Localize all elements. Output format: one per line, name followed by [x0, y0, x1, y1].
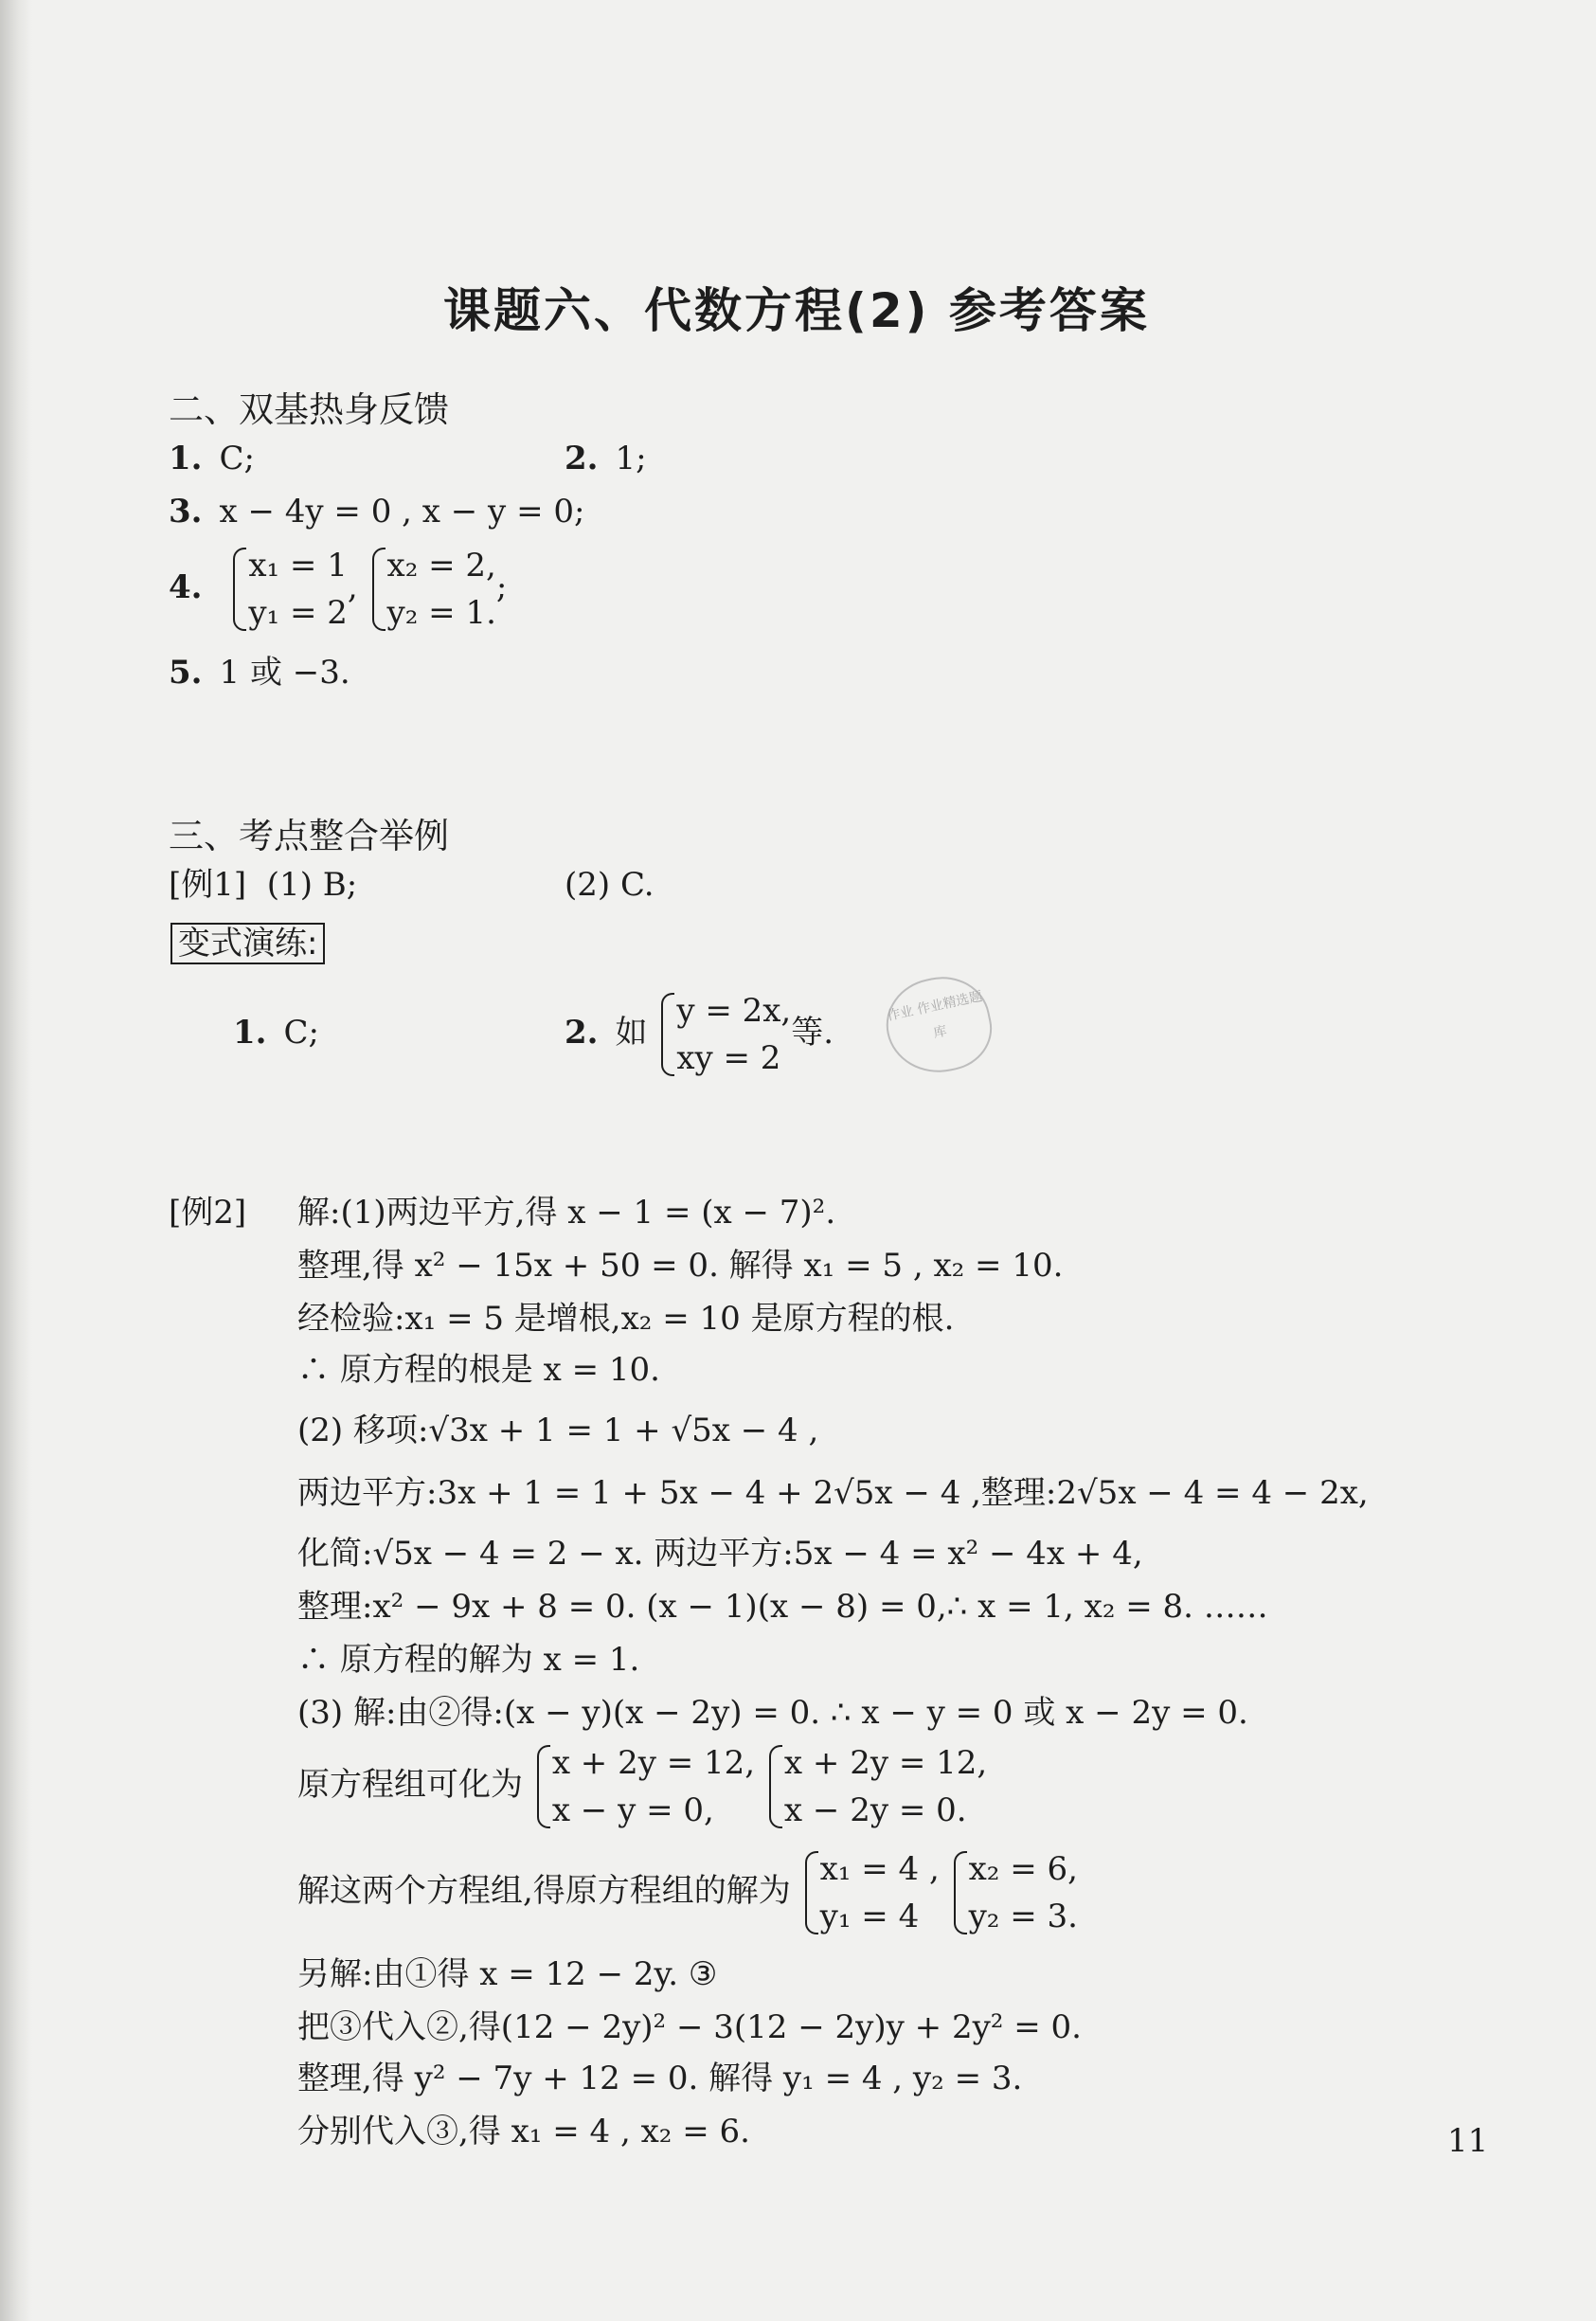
answer-number: 2.	[565, 440, 599, 477]
solution-line: 把③代入②,得(12 − 2y)² − 3(12 − 2y)y + 2y² = 0.	[297, 2008, 1082, 2046]
system-row: x − 2y = 0.	[783, 1791, 967, 1829]
solution-line: 分别代入③,得 x₁ = 4 , x₂ = 6.	[297, 2113, 750, 2150]
solution-line: (3) 解:由②得:(x − y)(x − 2y) = 0. ∴ x − y = 0 或 x − 2y = 0.	[297, 1694, 1248, 1732]
solution-line: (2) 移项:√3x + 1 = 1 + √5x − 4 ,	[297, 1412, 819, 1449]
solution-line: 两边平方:3x + 1 = 1 + 5x − 4 + 2√5x − 4 ,整理:2√5x − 4 = 4 − 2x,	[297, 1474, 1369, 1512]
box-label: 变式演练:	[170, 923, 325, 964]
answer-number: 3.	[169, 493, 203, 531]
solution-line: 经检验:x₁ = 5 是增根,x₂ = 10 是原方程的根.	[297, 1300, 955, 1338]
variant-practice-box	[170, 923, 325, 964]
solution-line: 解:(1)两边平方,得 x − 1 = (x − 7)².	[297, 1194, 836, 1232]
system-row: x₂ = 2,	[386, 547, 496, 585]
system-row: x − y = 0,	[551, 1791, 714, 1829]
example-1	[169, 864, 357, 906]
example-2-label: [例2]	[169, 1194, 247, 1232]
answer-number: 1.	[169, 440, 203, 477]
answer-2	[565, 438, 647, 479]
system-row: x + 2y = 12,	[551, 1744, 756, 1782]
equation-system	[657, 987, 791, 1082]
system-row: y₁ = 4	[819, 1898, 920, 1935]
answer-number: 5.	[169, 654, 203, 692]
answer-number: 4.	[169, 568, 203, 606]
answer-4: 4. x₁ = 1 y₁ = 2 , x₂ = 2, y₂ = 1. ;	[169, 542, 507, 637]
solution-line: 化简:√5x − 4 = 2 − x. 两边平方:5x − 4 = x² − 4x + 4,	[297, 1535, 1143, 1573]
variant-answer-2	[565, 987, 834, 1082]
section-heading-warmup: 二、双基热身反馈	[169, 389, 449, 430]
equation-system	[950, 1845, 1078, 1940]
equation-system	[229, 542, 348, 637]
answer-5	[169, 652, 350, 693]
solution-text: 原方程组可化为	[297, 1766, 523, 1804]
solution-line: 另解:由①得 x = 12 − 2y. ③	[297, 1955, 718, 1993]
answer-1	[169, 438, 255, 479]
page-title: 课题六、代数方程(2) 参考答案	[443, 283, 1150, 338]
page-binding-shadow	[0, 0, 32, 2321]
answer-text: 1 或 −3.	[219, 654, 350, 692]
section-heading-examples: 三、考点整合举例	[169, 816, 449, 856]
example-label: [例1]	[169, 866, 247, 904]
solution-line: 整理,得 y² − 7y + 12 = 0. 解得 y₁ = 4 , y₂ = 3.	[297, 2060, 1023, 2097]
equation-system	[765, 1739, 987, 1834]
solution-text: 解这两个方程组,得原方程组的解为	[297, 1872, 791, 1910]
system-row: y = 2x,	[676, 992, 792, 1030]
system-row: y₂ = 1.	[386, 594, 496, 632]
system-row: xy = 2	[676, 1039, 781, 1077]
equation-system	[801, 1845, 940, 1940]
variant-answer-1	[233, 1012, 319, 1053]
solution-line: 整理:x² − 9x + 8 = 0. (x − 1)(x − 8) = 0,∴ x = 1, x₂ = 8. ……	[297, 1588, 1268, 1626]
equation-system	[368, 542, 496, 637]
answer-text: (1) B;	[266, 866, 358, 904]
answer-text: 1;	[615, 440, 647, 477]
solution-line: ∴ 原方程的解为 x = 1.	[297, 1641, 640, 1679]
answer-text: C;	[283, 1014, 319, 1052]
equation-system	[533, 1739, 755, 1834]
example-1-part-2: (2) C.	[565, 866, 655, 904]
system-row: y₂ = 3.	[968, 1898, 1078, 1935]
answer-number: 2.	[565, 1014, 599, 1052]
page-number: 11	[1447, 2122, 1489, 2160]
answer-text: 如	[615, 1014, 648, 1052]
answer-text: C;	[219, 440, 255, 477]
system-row: x₁ = 1	[248, 547, 348, 585]
solution-line-systems	[297, 1739, 987, 1834]
system-row: x + 2y = 12,	[783, 1744, 988, 1782]
system-row: x₁ = 4 ,	[819, 1850, 940, 1888]
answer-number: 1.	[233, 1014, 267, 1052]
answer-text: x − 4y = 0 , x − y = 0;	[219, 493, 585, 531]
answer-text: 等.	[791, 1014, 834, 1052]
solution-line: 整理,得 x² − 15x + 50 = 0. 解得 x₁ = 5 , x₂ = 10.	[297, 1247, 1064, 1285]
solution-line-result	[297, 1845, 1078, 1940]
answer-text: ;	[495, 568, 508, 606]
stamp-logo: 作业 作业精选题库	[878, 968, 999, 1083]
system-row: y₁ = 2	[248, 594, 348, 632]
solution-line: ∴ 原方程的根是 x = 10.	[297, 1351, 660, 1389]
answer-3	[169, 491, 584, 532]
system-row: x₂ = 6,	[968, 1850, 1078, 1888]
